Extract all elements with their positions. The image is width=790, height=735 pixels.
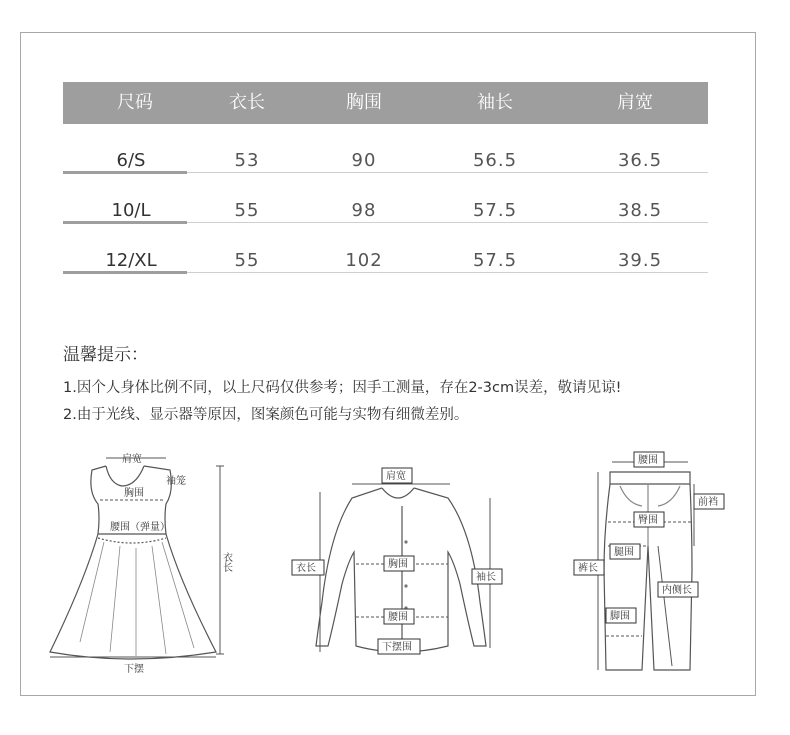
dress-label-length: 衣长 (220, 552, 232, 572)
shirt-label-shoulder: 肩宽 (386, 471, 406, 482)
header-size: 尺码 (117, 92, 153, 113)
row-size: 6/S (116, 150, 146, 171)
row-size: 12/XL (105, 250, 157, 271)
tips-section (63, 340, 621, 429)
dress-label-hem: 下摆 (124, 664, 144, 675)
dress-label-armhole: 袖笼 (166, 476, 186, 487)
row-sleeve: 57.5 (472, 250, 518, 271)
size-underline (63, 271, 187, 274)
row-bust: 102 (345, 250, 383, 271)
size-underline (63, 171, 187, 174)
pants-label-hip: 臀围 (638, 515, 658, 526)
pants-measurement-diagram (568, 450, 738, 675)
size-table-header (63, 82, 708, 124)
header-sleeve: 袖长 (477, 92, 513, 113)
tips-line-2: 2.由于光线、显示器等原因，图案颜色可能与实物有细微差别。 (63, 407, 469, 423)
row-shoulder: 38.5 (617, 200, 663, 221)
table-row (63, 183, 708, 223)
row-sleeve: 56.5 (472, 150, 518, 171)
row-bust: 90 (351, 150, 377, 171)
header-shoulder: 肩宽 (617, 92, 653, 113)
header-bust: 胸围 (346, 92, 382, 113)
row-length: 55 (234, 200, 260, 221)
shirt-label-waist: 腰围 (388, 612, 408, 623)
table-row (63, 233, 708, 273)
pants-label-inseam: 内侧长 (662, 585, 692, 596)
dress-label-bust: 胸围 (124, 488, 144, 499)
row-length: 53 (234, 150, 260, 171)
row-shoulder: 36.5 (617, 150, 663, 171)
shirt-label-length: 衣长 (296, 563, 316, 574)
row-shoulder: 39.5 (617, 250, 663, 271)
row-length: 55 (234, 250, 260, 271)
pants-label-thigh: 腿围 (614, 547, 634, 558)
row-bust: 98 (351, 200, 377, 221)
dress-label-waist: 腰围（弹量） (110, 522, 170, 533)
tips-title: 温馨提示： (63, 345, 148, 365)
header-length: 衣长 (229, 92, 265, 113)
shirt-label-sleeve: 袖长 (476, 572, 496, 583)
row-sleeve: 57.5 (472, 200, 518, 221)
shirt-measurement-diagram (290, 462, 510, 662)
pants-label-waist: 腰围 (638, 455, 658, 466)
tips-line-1: 1.因个人身体比例不同，以上尺码仅供参考；因手工测量，存在2-3cm误差，敬请见谅! (63, 380, 622, 396)
pants-label-length: 裤长 (578, 563, 598, 574)
table-row (63, 133, 708, 173)
shirt-label-hem: 下摆围 (382, 642, 412, 653)
dress-label-shoulder: 肩宽 (122, 454, 142, 465)
pants-label-front-rise: 前裆 (698, 497, 718, 508)
shirt-label-bust: 胸围 (388, 559, 408, 570)
size-underline (63, 221, 187, 224)
pants-label-leg-opening: 脚围 (610, 611, 630, 622)
row-size: 10/L (111, 200, 151, 221)
dress-measurement-diagram (40, 452, 240, 677)
